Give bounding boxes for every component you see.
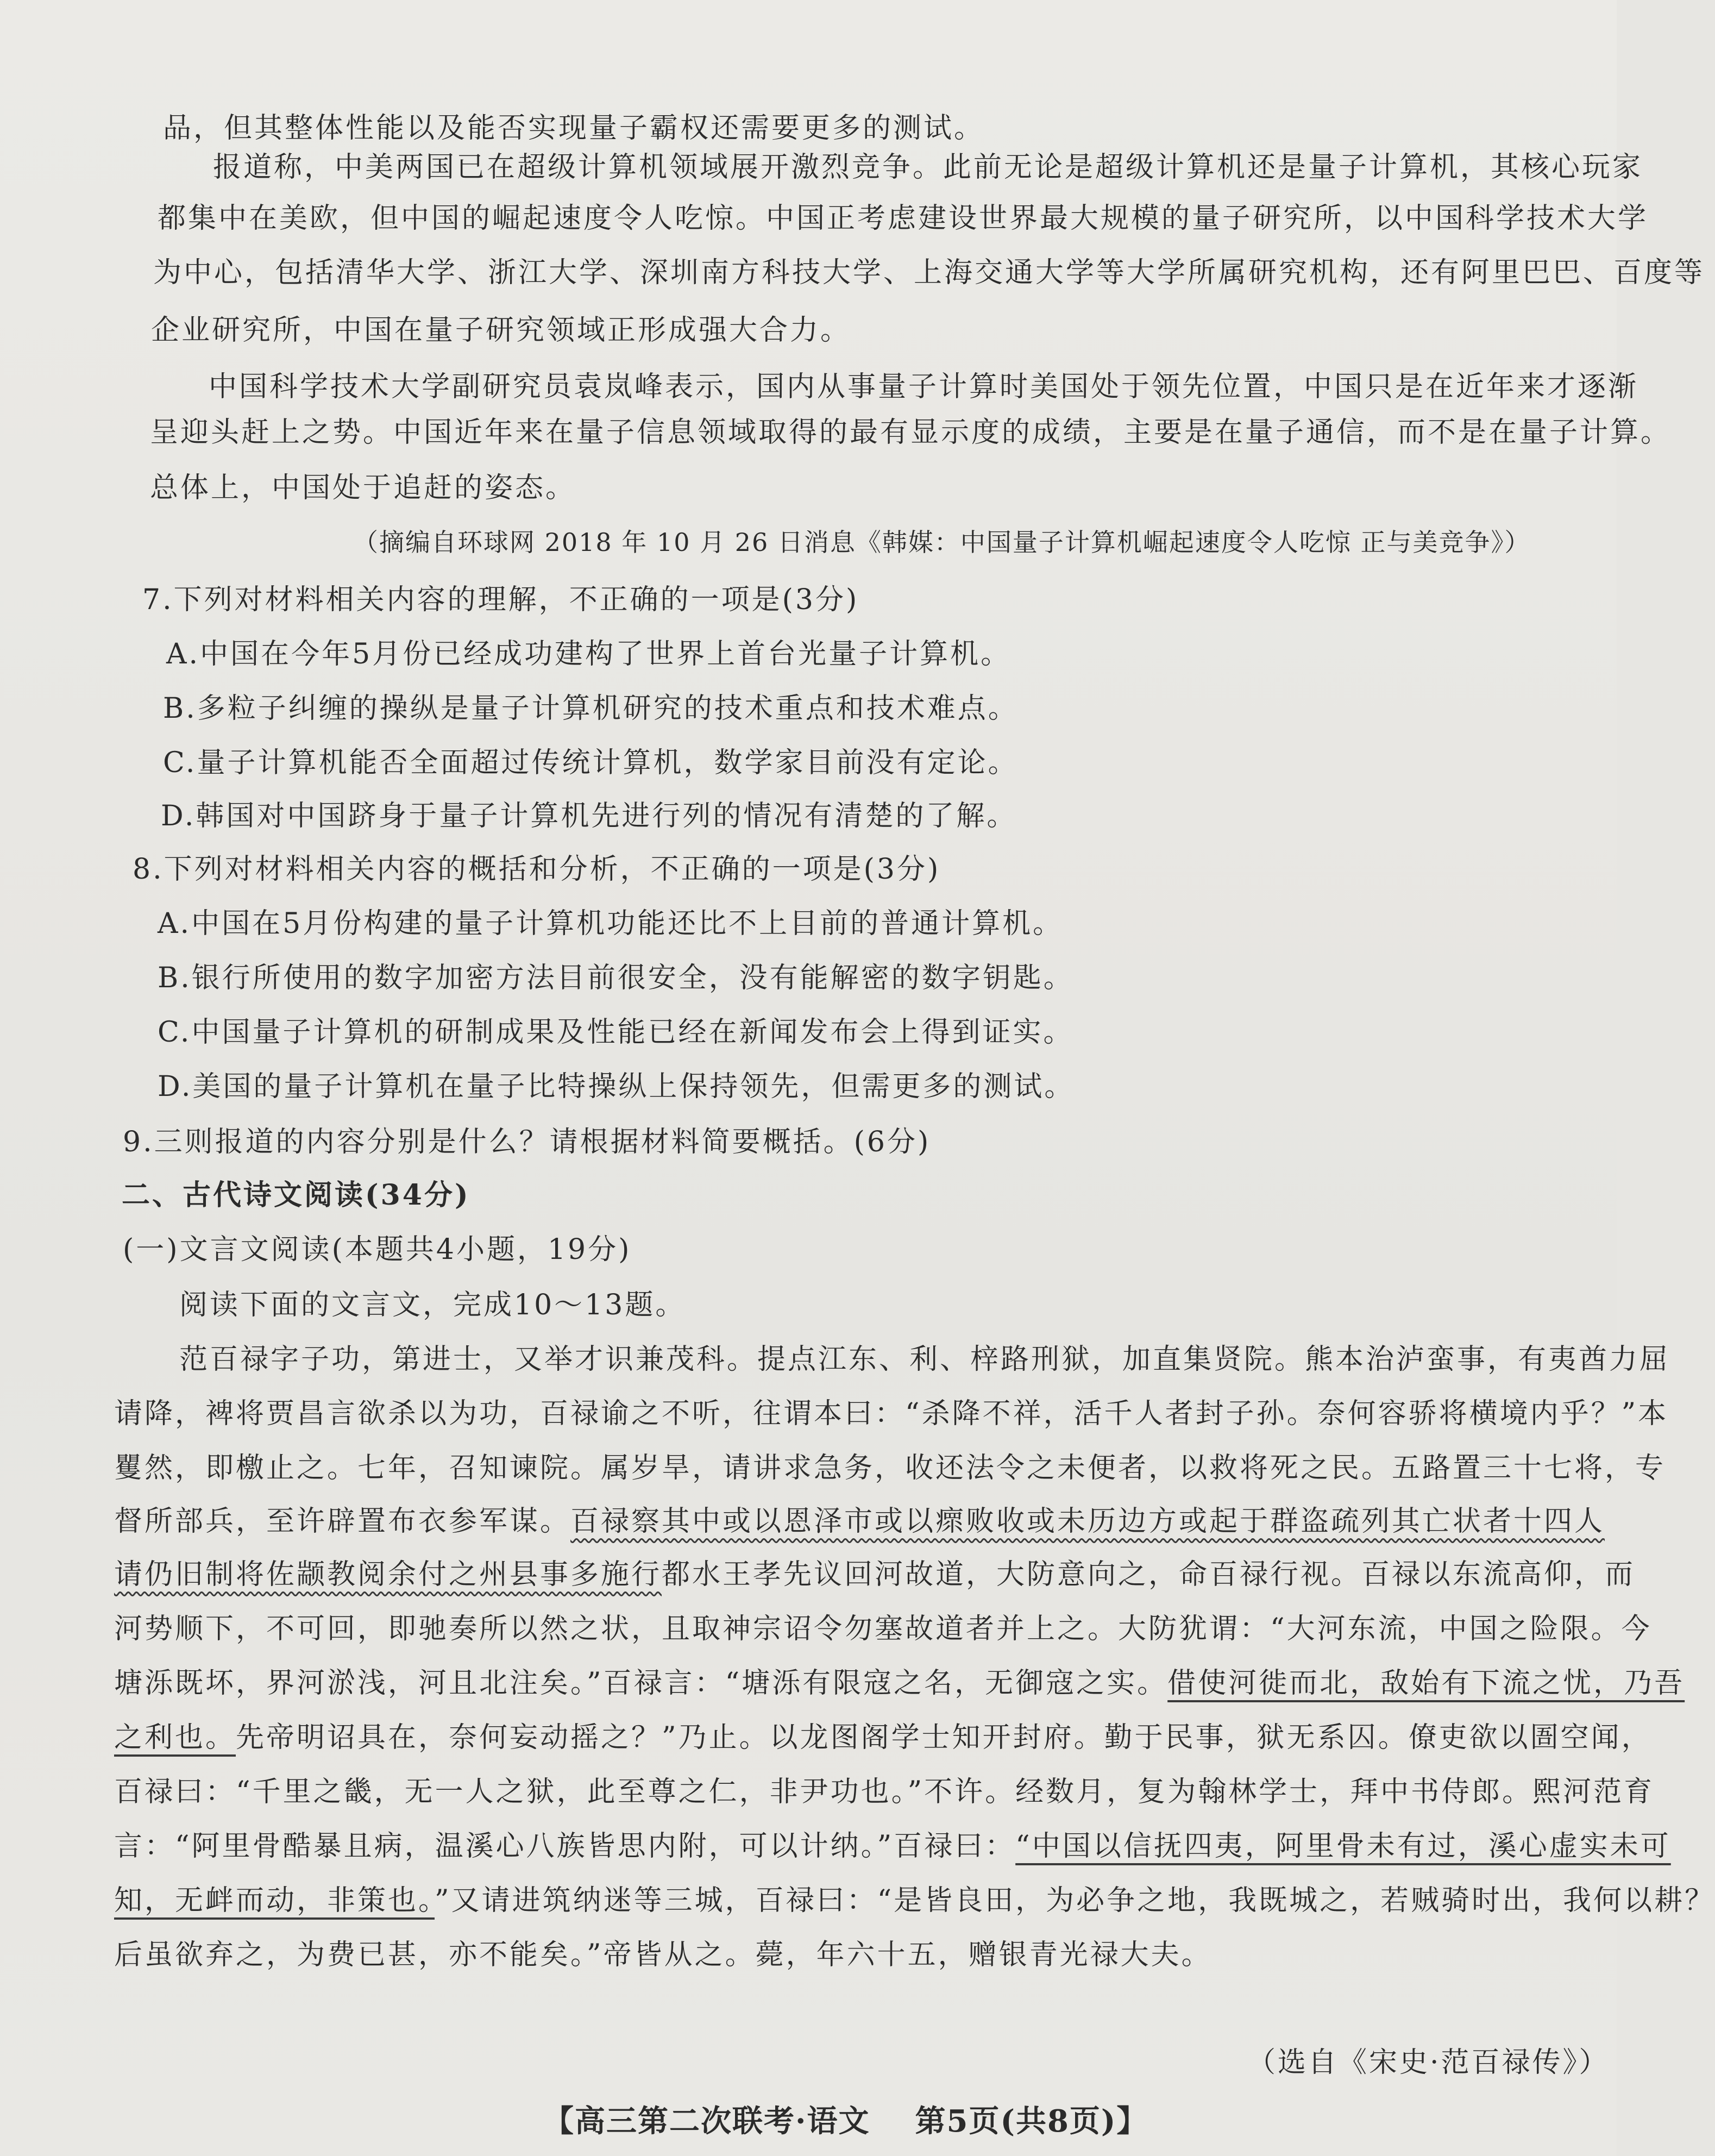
classical-segment: 先帝明诏具在，奈何妄动摇之？”乃止。以龙图阁学士知开封府。勤于民事，狱无系囚。僚吏欲以圄空闻， [236, 1721, 1652, 1754]
passage-line: 总体上，中国处于追赶的姿态。 [150, 472, 576, 504]
passage-line: 报道称，中美两国已在超级计算机领域展开激烈竞争。此前无论是超级计算机还是量子计算机，其核心玩家 [213, 151, 1643, 184]
passage-line: 呈迎头赶上之势。中国近年来在量子信息领域取得的最有显示度的成绩，主要是在量子通信，而不是在量子计算。 [150, 416, 1672, 449]
section-2-title: 二、古代诗文阅读(34分) [122, 1179, 470, 1212]
passage-source: （摘编自环球网 2018 年 10 月 26 日消息《韩媒：中国量子计算机崛起速度令人吃惊 正与美竞争》） [353, 528, 1531, 557]
classical-segment: 督所部兵，至许辟置布衣参军谋。 [114, 1505, 571, 1538]
passage-line: 为中心，包括清华大学、浙江大学、深圳南方科技大学、上海交通大学等大学所属研究机构，还有阿里巴巴、百度等 [153, 256, 1705, 289]
classical-line: 河势顺下，不可回，即驰奏所以然之状，且取神宗诏令勿塞故道者并上之。大防犹谓：“大河东流，中国之险限。今 [114, 1613, 1652, 1645]
classical-source: （选自《宋史·范百禄传》） [1247, 2046, 1610, 2079]
underlined-sentence: 之利也。 [114, 1721, 236, 1754]
underlined-sentence: “中国以信抚四夷，阿里骨未有过，溪心虚实未可 [1015, 1830, 1671, 1863]
wavy-underline-passage: 请仍旧制将佐颛教阅余付之州县事多施行 [114, 1558, 662, 1591]
question-8-option-a: A.中国在5月份构建的量子计算机功能还比不上目前的普通计算机。 [158, 907, 1064, 940]
question-7-stem: 7.下列对材料相关内容的理解，不正确的一项是(3分) [142, 584, 859, 616]
question-7-option-b: B.多粒子纠缠的操纵是量子计算机研究的技术重点和技术难点。 [163, 692, 1019, 725]
classical-segment: 言：“阿里骨酷暴且病，温溪心八族皆思内附，可以计纳。”百禄曰： [114, 1830, 1016, 1863]
question-8-option-c: C.中国量子计算机的研制成果及性能已经在新闻发布会上得到证实。 [158, 1016, 1074, 1049]
classical-segment: 塘泺既坏，界河淤浅，河且北注矣。”百禄言：“塘泺有限寇之名，无御寇之实。 [114, 1667, 1168, 1700]
question-8-option-d: D.美国的量子计算机在量子比特操纵上保持领先，但需更多的测试。 [158, 1070, 1075, 1103]
question-7-option-a: A.中国在今年5月份已经成功建构了世界上首台光量子计算机。 [166, 638, 1012, 670]
classical-line [114, 1720, 1652, 1755]
classical-line [114, 1504, 1605, 1539]
footer-page-number: 第5页(共8页)】 [915, 2103, 1148, 2139]
passage-line: 企业研究所，中国在量子研究领域正形成强大合力。 [151, 314, 851, 347]
classical-line: 请降，裨将贾昌言欲杀以为功，百禄谕之不听，往谓本曰：“杀降不祥，活千人者封子孙。奈何容骄将横境内乎？”本 [114, 1397, 1669, 1430]
underlined-sentence: 借使河徙而北，敌始有下流之忧，乃吾 [1167, 1667, 1685, 1700]
question-7-option-d: D.韩国对中国跻身于量子计算机先进行列的情况有清楚的了解。 [161, 800, 1017, 832]
question-9-stem: 9.三则报道的内容分别是什么？请根据材料简要概括。(6分) [123, 1126, 931, 1158]
classical-segment: ”又请进筑纳迷等三城，百禄曰：“是皆良田，为必争之地，我既城之，若贼骑时出，我何以耕？ [435, 1884, 1715, 1917]
question-7-option-c: C.量子计算机能否全面超过传统计算机，数学家目前没有定论。 [163, 747, 1019, 779]
classical-segment: 都水王孝先议回河故道，大防意向之，命百禄行视。百禄以东流高仰，而 [662, 1558, 1636, 1591]
classical-line: 矍然，即檄止之。七年，召知谏院。属岁旱，请讲求急务，收还法令之未便者，以救将死之民。五路置三十七将，专 [114, 1452, 1666, 1484]
classical-line [114, 1829, 1671, 1864]
passage-line: 都集中在美欧，但中国的崛起速度令人吃惊。中国正考虑建设世界最大规模的量子研究所，以中国科学技术大学 [158, 202, 1649, 235]
classical-line [114, 1883, 1715, 1918]
classical-line: 范百禄字子功，第进士，又举才识兼茂科。提点江东、利、梓路刑狱，加直集贤院。熊本治泸蛮事，有夷酋力屈 [179, 1343, 1670, 1376]
wavy-underline-passage: 百禄察其中或以恩泽市或以瘝败收或未历边方或起于群盗疏列其亡状者十四人 [570, 1505, 1605, 1538]
page-footer [543, 2097, 1148, 2141]
section-2-subtitle: (一)文言文阅读(本题共4小题，19分) [123, 1233, 632, 1266]
classical-line: 后虽欲弃之，为费已甚，亦不能矣。”帝皆从之。薨，年六十五，赠银青光禄大夫。 [114, 1939, 1212, 1971]
question-8-option-b: B.银行所使用的数字加密方法目前很安全，没有能解密的数字钥匙。 [158, 962, 1074, 994]
passage-line: 中国科学技术大学副研究员袁岚峰表示，国内从事量子计算时美国处于领先位置，中国只是在近年来才逐渐 [209, 371, 1639, 403]
question-8-stem: 8.下列对材料相关内容的概括和分析，不正确的一项是(3分) [133, 853, 941, 886]
passage-line: 品，但其整体性能以及能否实现量子霸权还需要更多的测试。 [163, 112, 985, 145]
classical-line: 百禄曰：“千里之畿，无一人之狱，此至尊之仁，非尹功也。”不许。经数月，复为翰林学士，拜中书侍郎。熙河范育 [114, 1776, 1655, 1808]
section-2-instruction: 阅读下面的文言文，完成10～13题。 [179, 1289, 686, 1321]
classical-line [114, 1666, 1685, 1701]
underlined-sentence: 知，无衅而动，非策也。 [114, 1884, 435, 1917]
classical-line [114, 1557, 1635, 1592]
footer-exam-title: 【高三第二次联考·语文 [543, 2103, 870, 2139]
